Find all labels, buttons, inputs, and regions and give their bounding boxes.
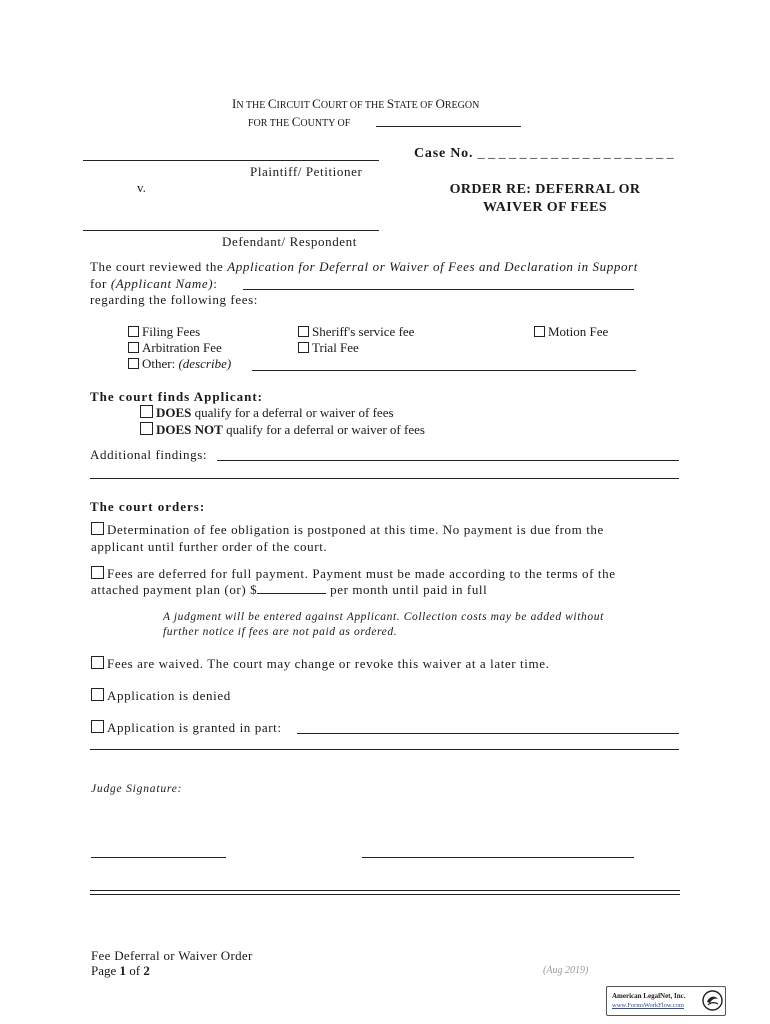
- does-rest: qualify for a deferral or waiver of fees: [191, 405, 394, 420]
- fee-arbitration[interactable]: [128, 340, 222, 356]
- page-prefix: Page: [91, 963, 120, 978]
- checkbox-other-fee[interactable]: [128, 358, 139, 369]
- case-no-text: Case No.: [414, 146, 474, 161]
- checkbox-arbitration-fee[interactable]: [128, 342, 139, 353]
- county-heading: [248, 113, 350, 131]
- judge-signature-label: Judge Signature:: [91, 783, 183, 795]
- form-name: Fee Deferral or Waiver Order: [91, 948, 253, 963]
- hdr-regon: REGON: [444, 100, 480, 111]
- applicant-name-label: (Applicant Name): [110, 276, 214, 291]
- intro-prefix: The court reviewed the: [90, 259, 228, 274]
- intro-line-2: [90, 276, 217, 292]
- deferred-amount-prefix: attached payment plan (or) $: [91, 582, 258, 597]
- checkbox-sheriff-fee[interactable]: [298, 326, 309, 337]
- deferred-amount-line[interactable]: [257, 582, 326, 594]
- other-fee-line[interactable]: [252, 370, 636, 371]
- additional-findings-label: Additional findings:: [90, 447, 208, 462]
- fee-motion[interactable]: [534, 324, 608, 340]
- intro-regarding: regarding the following fees:: [90, 292, 258, 307]
- checkbox-postponed[interactable]: [91, 522, 104, 535]
- fee-sheriff-label: Sheriff's service fee: [312, 324, 415, 339]
- fee-sheriff[interactable]: [298, 324, 414, 340]
- county-name-line[interactable]: [376, 126, 521, 127]
- finds-heading: The court finds Applicant:: [90, 389, 263, 404]
- fee-trial-label: Trial Fee: [312, 340, 359, 355]
- page-number: [91, 963, 150, 979]
- checkbox-does-qualify[interactable]: [140, 405, 153, 418]
- granted-part-label: Application is granted in part:: [107, 720, 282, 735]
- checkbox-motion-fee[interactable]: [534, 326, 545, 337]
- publisher-url[interactable]: www.FormsWorkFlow.com: [612, 1002, 684, 1009]
- publisher-stamp: [606, 986, 726, 1016]
- footer-rule: [90, 890, 680, 895]
- postponed-line-2: applicant until further order of the court.: [91, 539, 328, 554]
- additional-findings-line-1[interactable]: [217, 460, 679, 461]
- orders-heading: The court orders:: [90, 499, 206, 514]
- finds-does[interactable]: [140, 405, 394, 421]
- versus-label: v.: [137, 180, 146, 195]
- signature-judge-line[interactable]: [362, 857, 634, 858]
- denied-label: Application is denied: [107, 688, 231, 703]
- publisher-name: American LegalNet, Inc.: [612, 992, 686, 1000]
- order-title-line-1: ORDER RE: DEFERRAL OR: [449, 182, 641, 197]
- checkbox-denied[interactable]: [91, 688, 104, 701]
- hdr-n-the: N THE: [236, 100, 268, 111]
- postponed-line-1: Determination of fee obligation is postponed at this time. No payment is due from the: [107, 522, 604, 537]
- order-postponed[interactable]: [91, 522, 604, 538]
- hdr-c: C: [267, 96, 277, 111]
- order-title: [420, 181, 670, 217]
- fee-other[interactable]: [128, 356, 231, 372]
- deferred-line-2: [91, 582, 487, 598]
- finds-does-not[interactable]: [140, 422, 425, 438]
- intro-colon: :: [213, 276, 218, 291]
- fee-other-describe: (describe): [178, 356, 232, 371]
- waived-label: Fees are waived. The court may change or revoke this waiver at a later time.: [107, 656, 550, 671]
- intro-for: for: [90, 276, 111, 291]
- does-not-rest: qualify for a deferral or waiver of fees: [222, 422, 425, 437]
- case-no-blank[interactable]: _ _ _ _ _ _ _ _ _ _ _ _ _ _ _ _ _ _ _: [477, 146, 674, 161]
- page-total: 2: [143, 963, 150, 978]
- checkbox-filing-fees[interactable]: [128, 326, 139, 337]
- hdr-county-c: C: [291, 114, 301, 129]
- hdr-for-the: FOR THE: [248, 118, 292, 129]
- intro-line-1: [90, 259, 638, 275]
- deferred-amount-suffix: per month until paid in full: [326, 582, 488, 597]
- application-title: Application for Deferral or Waiver of Fees and Declaration in Support: [227, 259, 638, 274]
- fee-arbitration-label: Arbitration Fee: [142, 340, 222, 355]
- publisher-logo-icon: [702, 990, 723, 1011]
- checkbox-deferred[interactable]: [91, 566, 104, 579]
- does-label: DOES: [156, 405, 192, 420]
- order-waived[interactable]: [91, 656, 549, 672]
- hdr-ircuit: IRCUIT: [276, 100, 313, 111]
- judgment-notice: [163, 610, 604, 640]
- fee-other-label: Other:: [142, 356, 179, 371]
- hdr-ounty: OUNTY OF: [300, 118, 351, 129]
- order-deferred[interactable]: [91, 566, 616, 582]
- fee-filing[interactable]: [128, 324, 200, 340]
- checkbox-does-not-qualify[interactable]: [140, 422, 153, 435]
- defendant-label: Defendant/ Respondent: [222, 234, 357, 249]
- fee-filing-label: Filing Fees: [142, 324, 201, 339]
- order-granted-part[interactable]: [91, 720, 282, 736]
- fee-motion-label: Motion Fee: [548, 324, 609, 339]
- granted-part-line-2[interactable]: [90, 749, 679, 750]
- signature-date-line[interactable]: [91, 857, 226, 858]
- page-current: 1: [119, 963, 127, 978]
- revision-date: (Aug 2019): [543, 965, 589, 976]
- hdr-c2: C: [312, 96, 321, 111]
- granted-part-line-1[interactable]: [297, 733, 679, 734]
- plaintiff-label: Plaintiff/ Petitioner: [250, 164, 363, 179]
- order-title-line-2: WAIVER OF FEES: [482, 200, 608, 215]
- does-not-label: DOES NOT: [156, 422, 223, 437]
- deferred-line-1: Fees are deferred for full payment. Payment must be made according to the terms of the: [107, 566, 616, 581]
- hdr-o: O: [435, 96, 445, 111]
- hdr-i: I: [232, 96, 237, 111]
- court-heading: [232, 95, 552, 113]
- case-no-label: [414, 146, 674, 162]
- page-of: of: [126, 963, 144, 978]
- applicant-name-line[interactable]: [243, 289, 634, 290]
- plaintiff-name-line[interactable]: [83, 160, 379, 161]
- additional-findings-line-2[interactable]: [90, 478, 679, 479]
- hdr-ourt: OURT OF THE: [320, 100, 387, 111]
- hdr-tate: TATE OF: [394, 100, 436, 111]
- judgment-line-1: A judgment will be entered against Applicant. Collection costs may be added without: [163, 611, 604, 623]
- checkbox-granted-part[interactable]: [91, 720, 104, 733]
- judgment-line-2: further notice if fees are not paid as ordered.: [163, 626, 398, 638]
- defendant-name-line[interactable]: [83, 230, 379, 231]
- order-denied[interactable]: [91, 688, 231, 704]
- checkbox-trial-fee[interactable]: [298, 342, 309, 353]
- hdr-s: S: [386, 96, 395, 111]
- fee-trial[interactable]: [298, 340, 359, 356]
- checkbox-waived[interactable]: [91, 656, 104, 669]
